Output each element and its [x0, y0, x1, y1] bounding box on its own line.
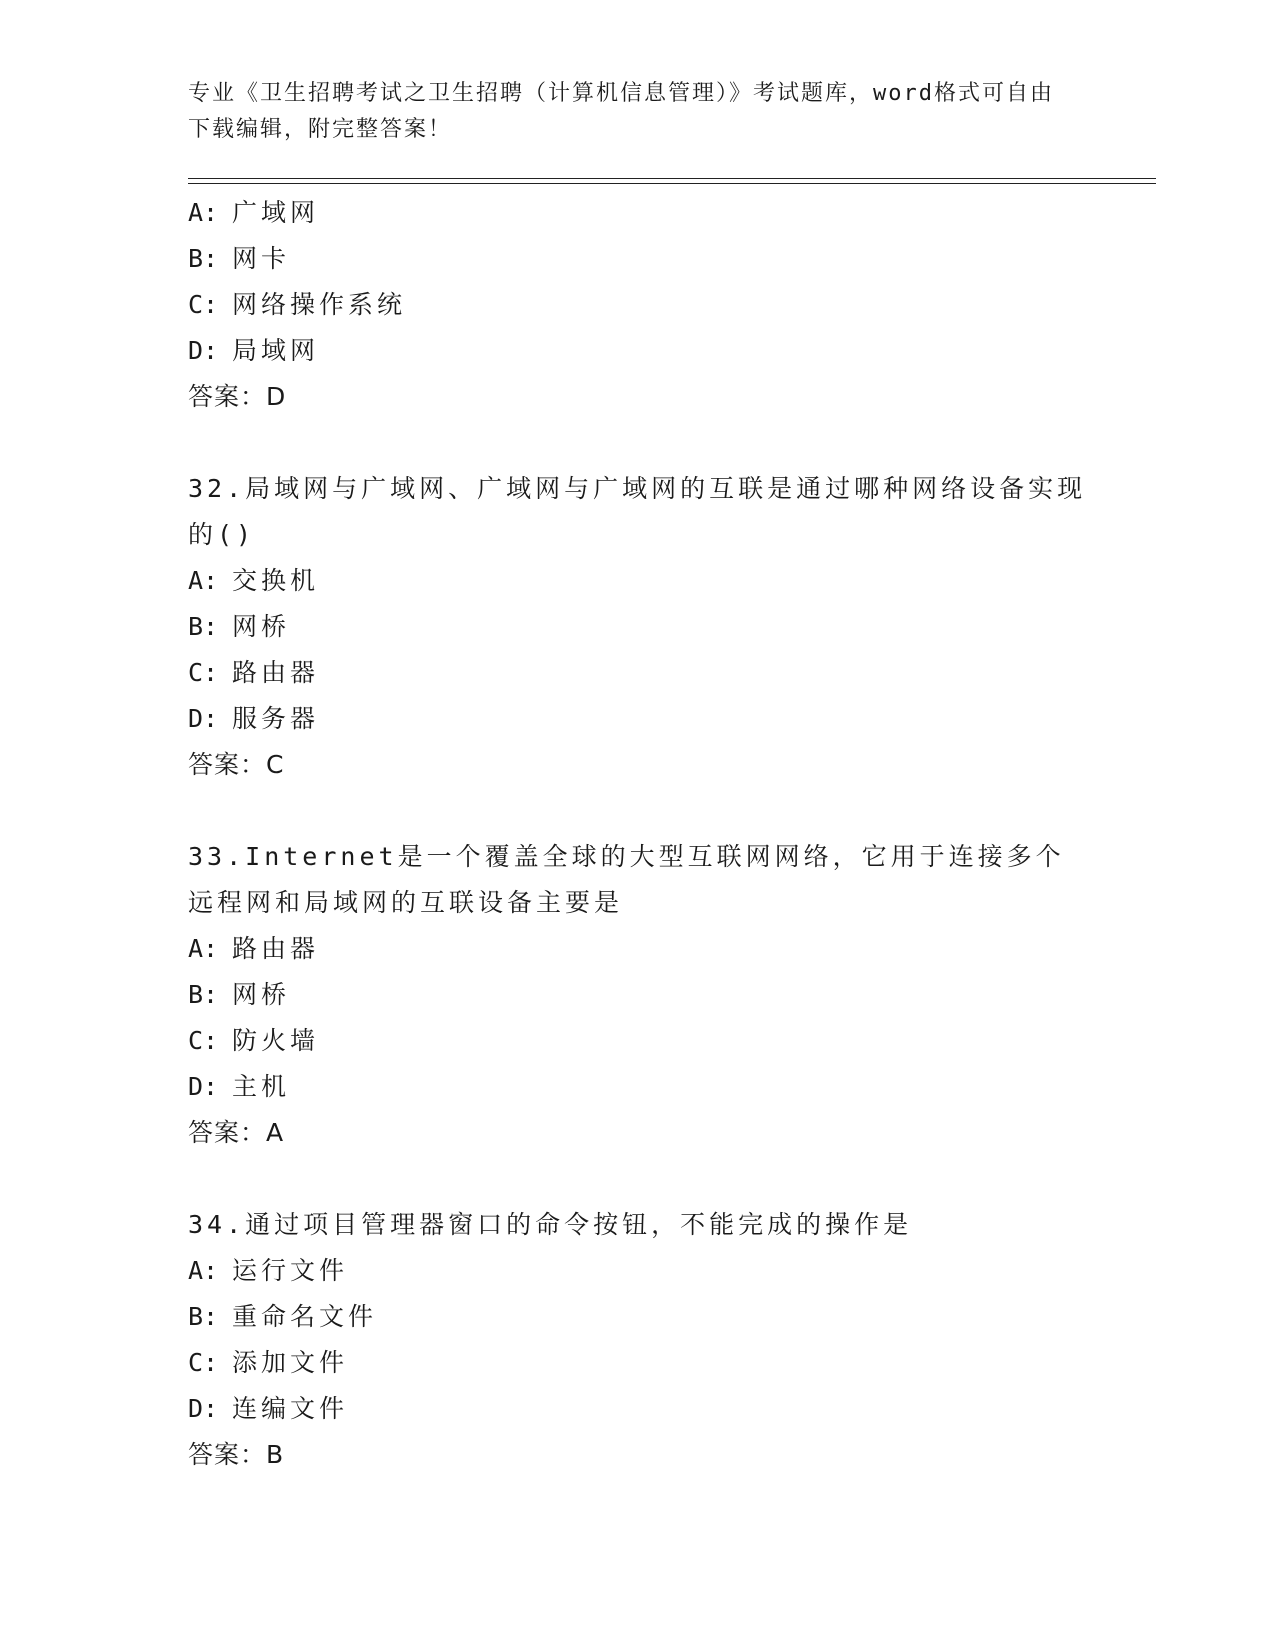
option-c: C: 添加文件	[188, 1348, 349, 1377]
option-b: B: 网卡	[188, 244, 291, 273]
option-a: A: 广域网	[188, 198, 320, 227]
question-text: 33.Internet是一个覆盖全球的大型互联网网络，它用于连接多个远程网和局域网的互联设备主要是	[188, 842, 1065, 917]
question-block	[188, 1202, 1088, 1478]
option-c: C: 路由器	[188, 658, 320, 687]
option-a: A: 运行文件	[188, 1256, 349, 1285]
header-divider-top	[188, 178, 1156, 179]
question-block	[188, 190, 1088, 420]
answer: 答案：C	[188, 750, 285, 779]
answer: 答案：A	[188, 1118, 285, 1147]
option-a: A: 交换机	[188, 566, 320, 595]
option-d: D: 服务器	[188, 704, 320, 733]
question-list	[188, 190, 1088, 1478]
option-a: A: 路由器	[188, 934, 320, 963]
option-c: C: 网络操作系统	[188, 290, 407, 319]
option-b: B: 重命名文件	[188, 1302, 378, 1331]
question-text: 32.局域网与广域网、广域网与广域网的互联是通过哪种网络设备实现的()	[188, 474, 1087, 549]
answer: 答案：D	[188, 382, 287, 411]
option-d: D: 主机	[188, 1072, 291, 1101]
option-b: B: 网桥	[188, 980, 291, 1009]
option-d: D: 连编文件	[188, 1394, 349, 1423]
option-b: B: 网桥	[188, 612, 291, 641]
option-c: C: 防火墙	[188, 1026, 320, 1055]
question-block	[188, 834, 1088, 1156]
question-text: 34.通过项目管理器窗口的命令按钮，不能完成的操作是	[188, 1210, 913, 1239]
question-block	[188, 466, 1088, 788]
header-divider-bottom	[188, 183, 1156, 184]
document-header: 专业《卫生招聘考试之卫生招聘（计算机信息管理）》考试题库，word格式可自由下载编辑，附完整答案！	[188, 81, 1054, 142]
option-d: D: 局域网	[188, 336, 320, 365]
answer: 答案：B	[188, 1440, 285, 1469]
